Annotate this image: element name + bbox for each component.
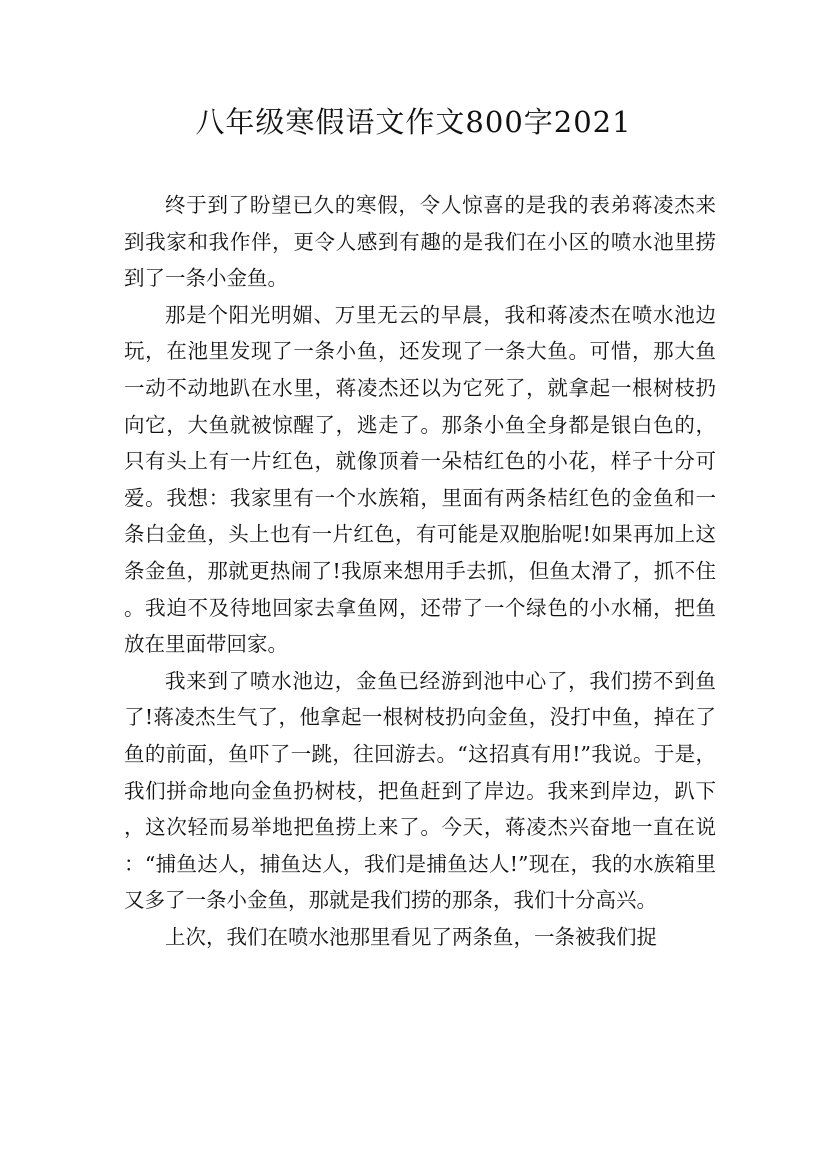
paragraph-3: 我来到了喷水池边，金鱼已经游到池中心了，我们捞不到鱼了!蒋凌杰生气了，他拿起一根树枝扔向金鱼，没打中鱼，掉在了鱼的前面，鱼吓了一跳，往回游去。“这招真有用!”我说。于是，我们拼命地向金鱼扔树枝，把鱼赶到了岸边。我来到岸边，趴下，这次轻而易举地把鱼捞上来了。今天，蒋凌杰兴奋地一直在说：“捕鱼达人，捕鱼达人，我们是捕鱼达人!”现在，我的水族箱里又多了一条小金鱼，那就是我们捞的那条，我们十分高兴。 [124,668,716,913]
paragraph-1: 终于到了盼望已久的寒假，令人惊喜的是我的表弟蒋凌杰来到我家和我作伴，更令人感到有趣的是我们在小区的喷水池里捞到了一条小金鱼。 [124,193,716,291]
paragraph-2: 那是个阳光明媚、万里无云的早晨，我和蒋凌杰在喷水池边玩，在池里发现了一条小鱼，还发现了一条大鱼。可惜，那大鱼一动不动地趴在水里，蒋凌杰还以为它死了，就拿起一根树枝扔向它，大鱼就被惊醒了，逃走了。那条小鱼全身都是银白色的，只有头上有一片红色，就像顶着一朵桔红色的小花，样子十分可爱。我想：我家里有一个水族箱，里面有两条桔红色的金鱼和一条白金鱼，头上也有一片红色，有可能是双胞胎呢!如果再加上这条金鱼，那就更热闹了!我原来想用手去抓，但鱼太滑了，抓不住。我迫不及待地回家去拿鱼网，还带了一个绿色的小水桶，把鱼放在里面带回家。 [124,302,716,657]
paragraph-4: 上次，我们在喷水池那里看见了两条鱼，一条被我们捉 [165,924,657,949]
document-body [124,187,716,955]
document-title: 八年级寒假语文作文800字2021 [195,105,632,139]
